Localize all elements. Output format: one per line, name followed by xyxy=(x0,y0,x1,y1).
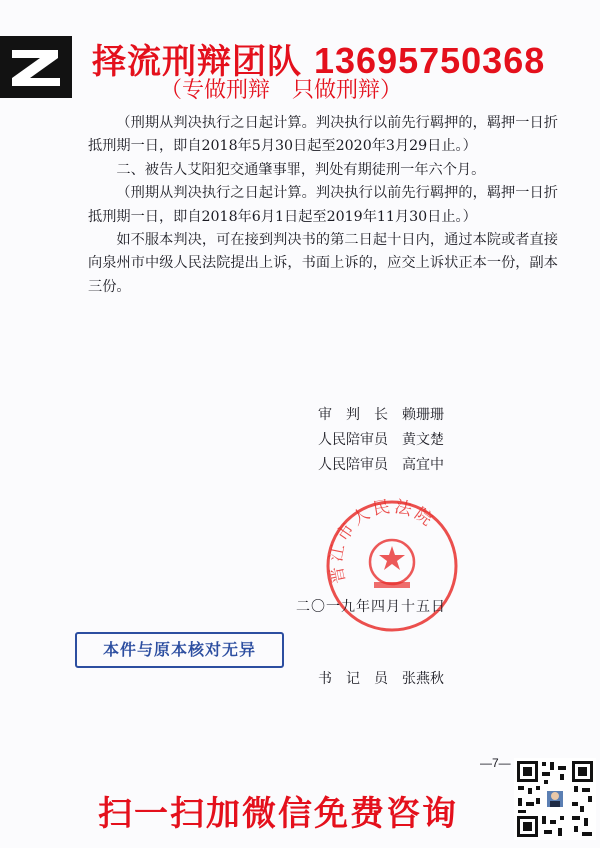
signature-name: 高宜中 xyxy=(402,457,444,473)
signature-name: 赖珊珊 xyxy=(402,407,444,423)
paragraph-4: 如不服本判决，可在接到判决书的第二日起十日内，通过本院或者直接向泉州市中级人民法院提出上诉，书面上诉的，应交上诉状正本一份，副本三份。 xyxy=(88,232,558,295)
banner-phone: 13695750368 xyxy=(314,40,546,81)
judgment-date: 二〇一九年四月十五日 xyxy=(296,599,446,615)
signature-role: 人民陪审员 xyxy=(318,457,388,473)
signature-name: 黄文楚 xyxy=(402,432,444,448)
banner-wechat-cta: 扫一扫加微信免费咨询 xyxy=(98,794,458,834)
signature-clerk xyxy=(318,668,444,688)
signature-role: 审 判 长 xyxy=(318,407,388,423)
judgment-body xyxy=(88,112,558,299)
seal-text: 晋江市人民法院 xyxy=(326,496,439,586)
signature-juror-2 xyxy=(318,454,444,474)
signature-presiding-judge xyxy=(318,404,444,424)
wechat-qr-code[interactable] xyxy=(514,758,596,840)
banner-subtitle: （专做刑辩 只做刑辩） xyxy=(160,78,403,103)
page-number: —7— xyxy=(480,756,511,770)
brand-logo xyxy=(0,36,72,98)
banner-team-name: 择流刑辩团队 xyxy=(92,42,302,82)
paragraph-3: （刑期从判决执行之日起计算。判决执行以前先行羁押的，羁押一日折抵刑期一日，即自2018年6月1日起至2019年11月30日止。） xyxy=(88,185,558,225)
paragraph-1: （刑期从判决执行之日起计算。判决执行以前先行羁押的，羁押一日折抵刑期一日，即自2018年5月30日起至2020年3月29日止。） xyxy=(88,115,558,155)
paragraph-2: 二、被告人艾阳犯交通肇事罪，判处有期徒刑一年六个月。 xyxy=(116,161,486,178)
clerk-role: 书 记 员 xyxy=(318,671,388,687)
clerk-name: 张燕秋 xyxy=(402,671,444,687)
signature-juror-1 xyxy=(318,429,444,449)
signature-role: 人民陪审员 xyxy=(318,432,388,448)
verification-stamp: 本件与原本核对无异 xyxy=(75,632,284,668)
